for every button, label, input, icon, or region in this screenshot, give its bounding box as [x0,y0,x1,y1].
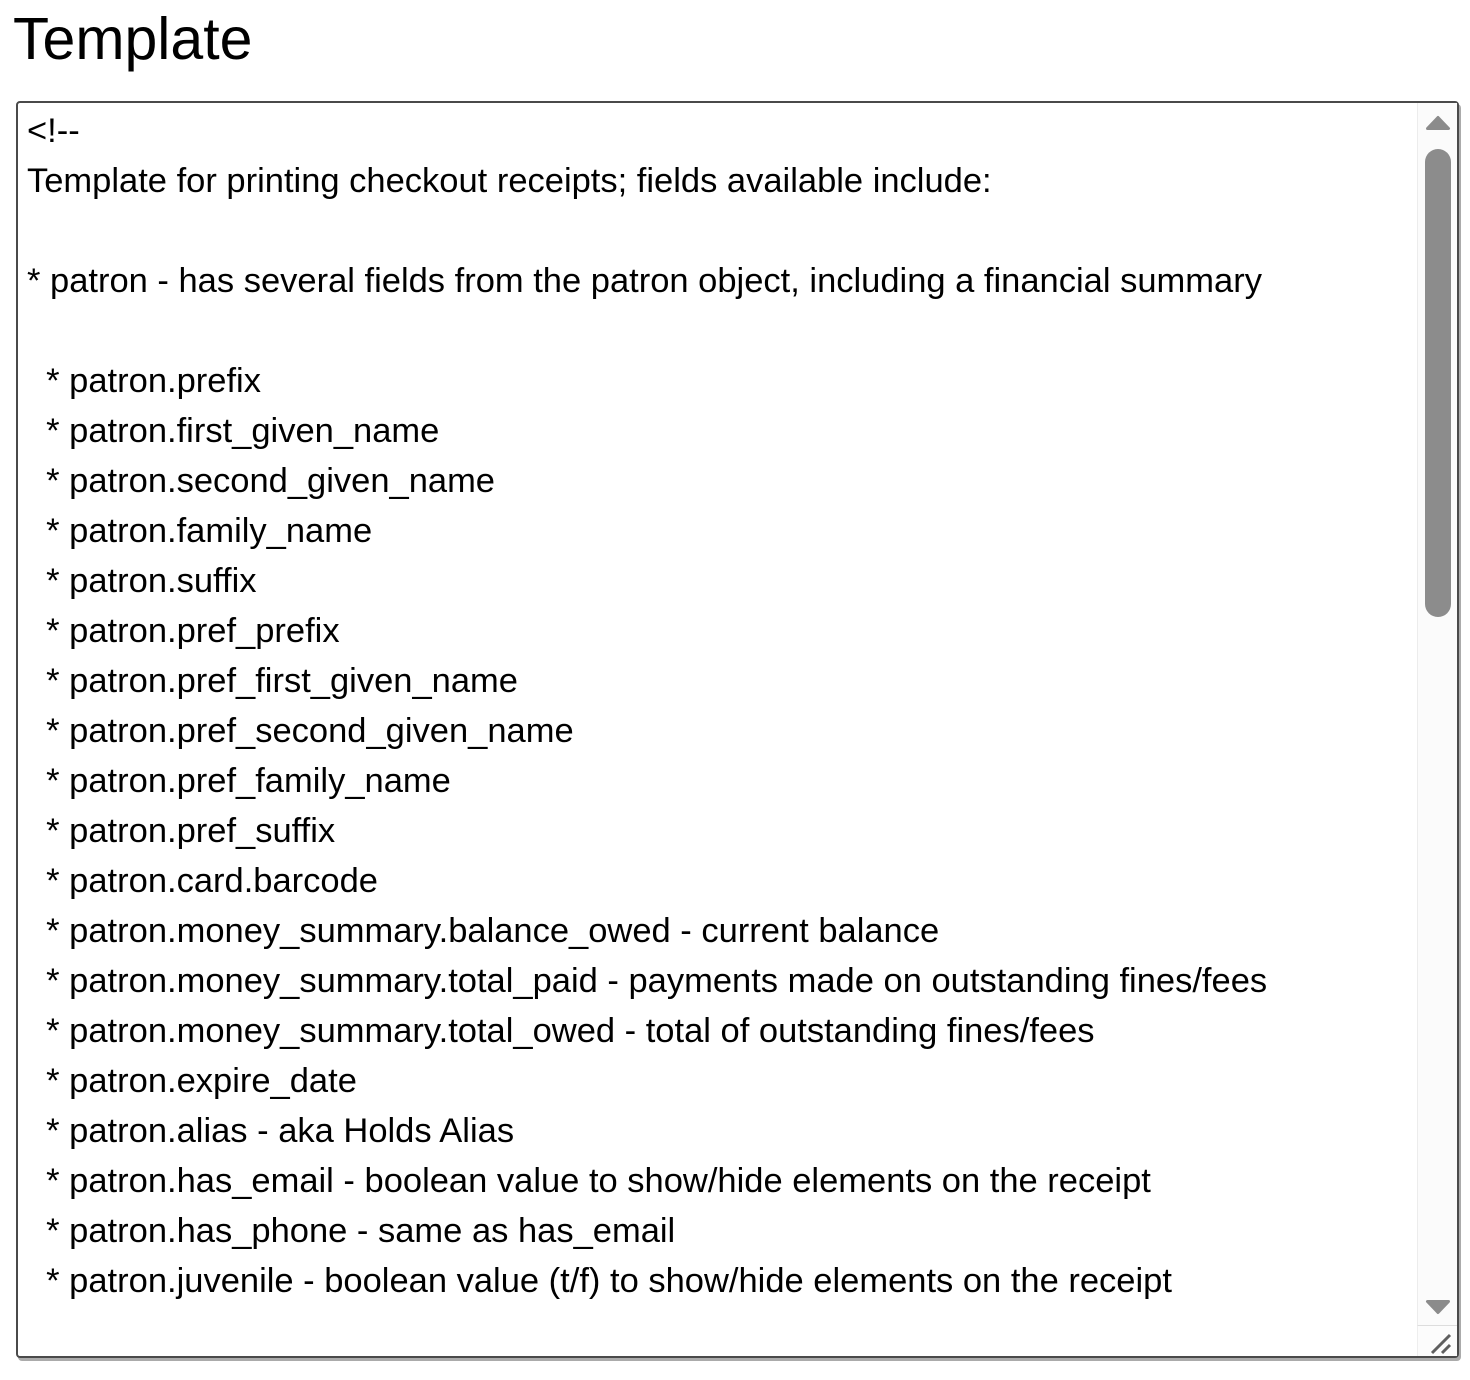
template-editor [16,101,1459,1358]
template-textarea[interactable] [16,101,1459,1358]
scroll-down-button[interactable] [1418,1299,1457,1315]
resize-handle[interactable] [1417,1325,1457,1356]
triangle-down-icon [1425,1299,1451,1315]
resize-grip-icon [1418,1326,1458,1357]
scrollbar-thumb[interactable] [1425,149,1451,617]
page-title: Template [13,6,253,72]
triangle-up-icon [1425,115,1451,131]
scrollbar-track[interactable] [1417,103,1457,1325]
scroll-up-button[interactable] [1418,115,1457,131]
